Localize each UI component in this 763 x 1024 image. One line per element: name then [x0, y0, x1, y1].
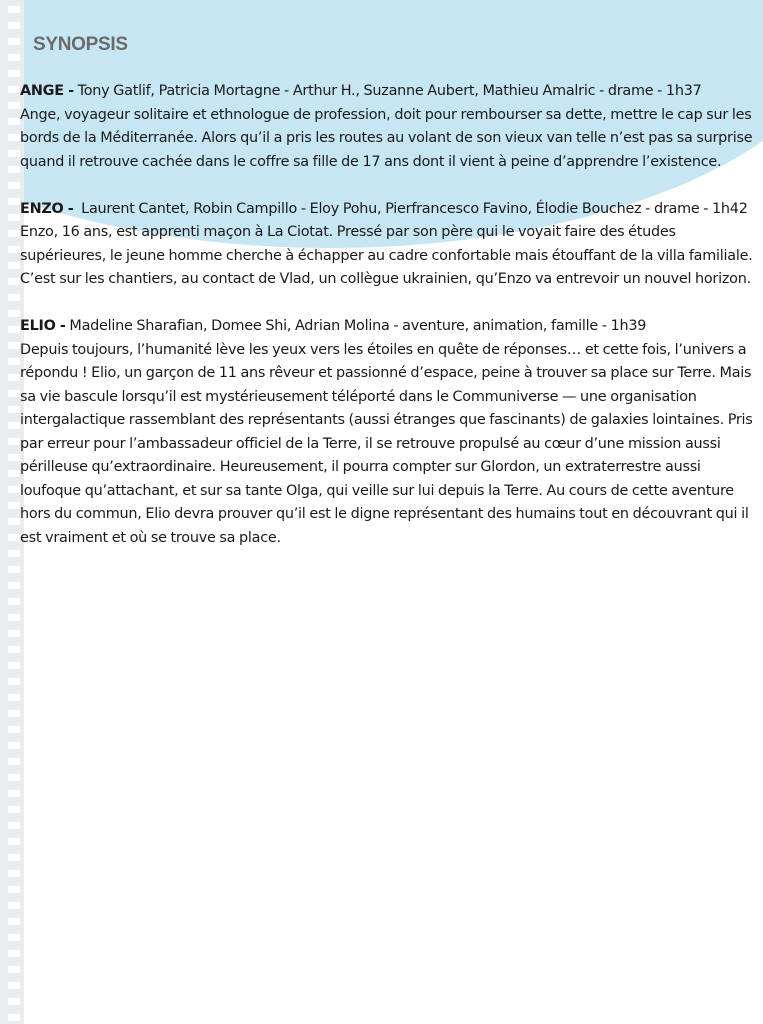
filmstrip-perforation: [8, 22, 20, 29]
filmstrip-perforation: [8, 726, 20, 733]
filmstrip-perforation: [8, 902, 20, 909]
filmstrip-perforation: [8, 198, 20, 205]
filmstrip-perforation: [8, 278, 20, 285]
film-credits-line: [20, 315, 760, 339]
film-title: ENZO -: [20, 200, 74, 217]
filmstrip-perforation: [8, 102, 20, 109]
film-credits: Tony Gatlif, Patricia Mortagne - Arthur H., Suzanne Aubert, Mathieu Amalric - drame - 1h37: [73, 83, 702, 99]
filmstrip-perforation: [8, 742, 20, 749]
filmstrip-perforation: [8, 838, 20, 845]
filmstrip-perforation: [8, 918, 20, 925]
filmstrip-perforation: [8, 214, 20, 221]
film-title: ELIO -: [20, 318, 66, 334]
filmstrip-perforation: [8, 246, 20, 253]
filmstrip-perforation: [8, 710, 20, 717]
film-entry-elio: [20, 315, 760, 550]
filmstrip-perforation: [8, 854, 20, 861]
filmstrip-perforation: [8, 86, 20, 93]
film-entry-enzo: [20, 198, 760, 292]
filmstrip-perforation: [8, 998, 20, 1005]
filmstrip-perforation: [8, 6, 20, 13]
filmstrip-perforation: [8, 822, 20, 829]
filmstrip-perforation: [8, 342, 20, 349]
filmstrip-perforation: [8, 70, 20, 77]
filmstrip-perforation: [8, 534, 20, 541]
filmstrip-perforation: [8, 166, 20, 173]
filmstrip-perforation: [8, 630, 20, 637]
film-synopsis: Ange, voyageur solitaire et ethnologue de profession, doit pour rembourser sa dette, mettre le cap sur les bords de la Méditerranée. Alors qu’il a pris les routes au volant de son vieux van telle n’est pas sa surprise quand il retrouve cachée dans le coffre sa fille de 17 ans dont il vient à peine d’apprendre l’existence.: [20, 106, 753, 170]
filmstrip-perforation: [8, 454, 20, 461]
filmstrip-perforation: [8, 694, 20, 701]
filmstrip-perforation: [8, 134, 20, 141]
filmstrip-perforation: [8, 582, 20, 589]
filmstrip-perforation: [8, 774, 20, 781]
filmstrip-perforation: [8, 310, 20, 317]
filmstrip-perforation: [8, 374, 20, 381]
filmstrip-perforation: [8, 982, 20, 989]
filmstrip-perforation: [8, 326, 20, 333]
filmstrip-perforation: [8, 806, 20, 813]
film-credits: Madeline Sharafian, Domee Shi, Adrian Molina - aventure, animation, famille - 1h39: [65, 318, 647, 334]
filmstrip-perforation: [8, 230, 20, 237]
filmstrip-perforation: [8, 182, 20, 189]
filmstrip-perforation: [8, 518, 20, 525]
filmstrip-perforation: [8, 646, 20, 653]
page-title: SYNOPSIS: [33, 34, 128, 55]
filmstrip-perforation: [8, 118, 20, 125]
filmstrip-perforation: [8, 358, 20, 365]
filmstrip-perforation: [8, 150, 20, 157]
film-title: ANGE -: [20, 83, 74, 99]
filmstrip-perforation: [8, 390, 20, 397]
filmstrip-perforation: [8, 502, 20, 509]
filmstrip-perforation: [8, 934, 20, 941]
filmstrip-perforation: [8, 438, 20, 445]
filmstrip-perforation: [8, 950, 20, 957]
film-credits-line: [20, 80, 760, 104]
filmstrip-perforation: [8, 422, 20, 429]
filmstrip-perforation: [8, 566, 20, 573]
film-synopsis: Enzo, 16 ans, est apprenti maçon à La Ciotat. Pressé par son père qui le voyait faire des études supérieures, le jeune homme cherche à échapper au cadre confortable mais étouffant de la villa familiale. C’est sur les chantiers, au contact de Vlad, un collègue ukrainien, qu’Enzo va entrevoir un nouvel horizon.: [20, 224, 753, 287]
filmstrip-perforation: [8, 294, 20, 301]
filmstrip-perforation: [8, 54, 20, 61]
filmstrip-perforation: [8, 598, 20, 605]
filmstrip-perforation: [8, 870, 20, 877]
filmstrip-perforation: [8, 966, 20, 973]
filmstrip-perforation: [8, 790, 20, 797]
filmstrip-perforation: [8, 38, 20, 45]
film-credits: Laurent Cantet, Robin Campillo - Eloy Pohu, Pierfrancesco Favino, Élodie Bouchez - drame - 1h42: [73, 200, 748, 217]
filmstrip-perforation: [8, 406, 20, 413]
filmstrip-perforation: [8, 486, 20, 493]
filmstrip-perforation: [8, 550, 20, 557]
filmstrip-perforation: [8, 614, 20, 621]
filmstrip-perforation: [8, 262, 20, 269]
filmstrip-perforation: [8, 758, 20, 765]
film-synopsis: Depuis toujours, l’humanité lève les yeux vers les étoiles en quête de réponses… et cette fois, l’univers a répondu ! Elio, un garçon de 11 ans rêveur et passionné d’espace, peine à trouver sa place sur Terre. Mais sa vie bascule lorsqu’il est mystérieusement téléporté dans le Communiverse — une organisation intergalactique rassemblant des représentants (aussi étranges que fascinants) de galaxies lointaines. Pris par erreur pour l’ambassadeur officiel de la Terre, il se retrouve propulsé au cœur d’une mission aussi périlleuse qu’extraordinaire. Heureusement, il pourra compter sur Glordon, un extraterrestre aussi loufoque qu’attachant, et sur sa tante Olga, qui veille sur lui depuis la Terre. Au cours de cette aventure hors du commun, Elio devra prouver qu’il est le digne représentant des humains tout en découvrant qui il est vraiment et où se trouve sa place.: [20, 341, 753, 546]
film-entry-ange: [20, 80, 760, 174]
filmstrip-perforation: [8, 678, 20, 685]
filmstrip-perforation: [8, 470, 20, 477]
filmstrip-perforation: [8, 662, 20, 669]
filmstrip-perforation: [8, 1014, 20, 1021]
film-credits-line: [20, 198, 760, 222]
synopsis-list: [20, 80, 760, 574]
filmstrip-perforation: [8, 886, 20, 893]
